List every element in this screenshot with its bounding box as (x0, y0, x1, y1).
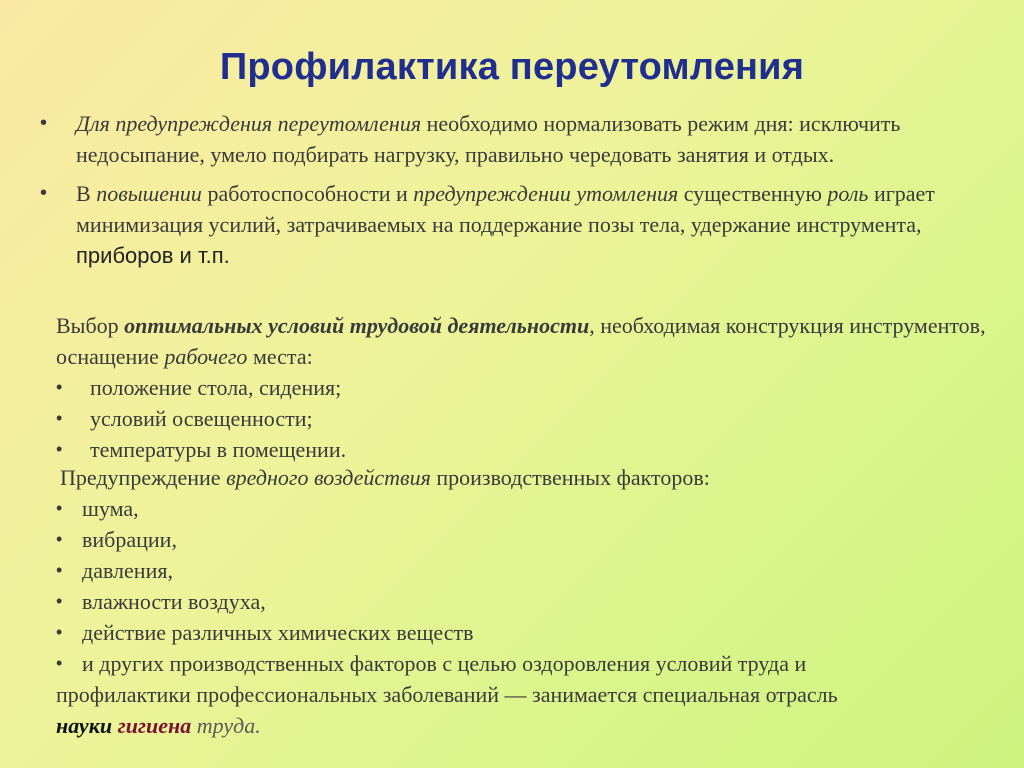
bullet-icon: • (40, 112, 48, 134)
section-2-tail: профилактики профессиональных заболеваний — занимается специальная отрасль (56, 682, 838, 707)
section-2-intro (56, 462, 986, 493)
bullet-2 (40, 178, 1000, 271)
bullet-icon: • (40, 182, 48, 204)
bullet-1-text: необходимо нормализовать режим дня: исключить недосыпание, умело подбирать нагрузку, правильно чередовать занятия и отдых. (76, 111, 901, 167)
bullet-2-italic-1: повышении (96, 181, 202, 206)
list-item (56, 617, 986, 648)
section-1-text-3: места: (247, 344, 313, 369)
list-item-text: влажности воздуха, (82, 589, 266, 614)
list-item (56, 524, 986, 555)
bullet-2-text-1: В (76, 181, 97, 206)
bullet-icon: • (56, 498, 63, 518)
list-item (56, 586, 986, 617)
list-item-text: температуры в помещении. (90, 437, 347, 462)
section-2-final-line (56, 710, 986, 741)
bullet-icon: • (56, 653, 63, 673)
section-1-italic: рабочего (164, 344, 248, 369)
list-item-text: давления, (82, 558, 173, 583)
list-item-text: вибрации, (82, 527, 177, 552)
section-1-text-2: , необходимая конструкция инструментов, оснащение (56, 313, 986, 369)
bullet-icon: • (56, 622, 63, 642)
bullet-2-sans-text: приборов и т.п. (76, 243, 230, 268)
list-item (56, 493, 986, 524)
list-item-text: положение стола, сидения; (90, 375, 342, 400)
bullet-2-text-2: работоспособности и (201, 181, 414, 206)
bullet-icon: • (56, 529, 63, 549)
section-2-italic: вредного воздействия (226, 465, 431, 490)
bullet-2-italic-2: предупреждении утомления (413, 181, 679, 206)
bullet-2-italic-3: роль (827, 181, 869, 206)
slide-title: Профилактика переутомления (219, 46, 805, 88)
bullet-icon: • (56, 377, 63, 397)
list-item (56, 434, 986, 465)
harmful-factors-section (56, 462, 986, 741)
final-hygiene: гигиена (117, 713, 192, 738)
list-item-text: и других производственных факторов с целью оздоровления условий труда и (82, 651, 807, 676)
workplace-conditions-section (56, 310, 986, 465)
list-item (56, 648, 986, 679)
final-labor: труда. (191, 713, 261, 738)
section-1-bold-italic: оптимальных условий трудовой деятельности (124, 313, 590, 338)
list-item-text: условий освещенности; (90, 406, 313, 431)
bullet-2-text-3: существенную (678, 181, 828, 206)
bullet-1-italic: Для предупреждения переутомления (76, 111, 422, 136)
list-item (56, 372, 986, 403)
section-1-text-1: Выбор (56, 313, 125, 338)
final-science: науки (56, 713, 118, 738)
section-2-text-1: Предупреждение (60, 465, 227, 490)
bullet-icon: • (56, 408, 63, 428)
bullet-1 (40, 108, 1000, 170)
section-2-text-2: производственных факторов: (430, 465, 710, 490)
section-1-intro (56, 310, 986, 372)
bullet-icon: • (56, 560, 63, 580)
list-item (56, 555, 986, 586)
list-item (56, 403, 986, 434)
bullet-icon: • (56, 439, 63, 459)
list-item-text: действие различных химических веществ (82, 620, 474, 645)
main-bullets (40, 108, 1000, 279)
bullet-2-text-4: играет минимизация усилий, затрачиваемых на поддержание позы тела, удержание инструмента, (76, 181, 935, 237)
list-item-text: шума, (82, 496, 139, 521)
bullet-icon: • (56, 591, 63, 611)
